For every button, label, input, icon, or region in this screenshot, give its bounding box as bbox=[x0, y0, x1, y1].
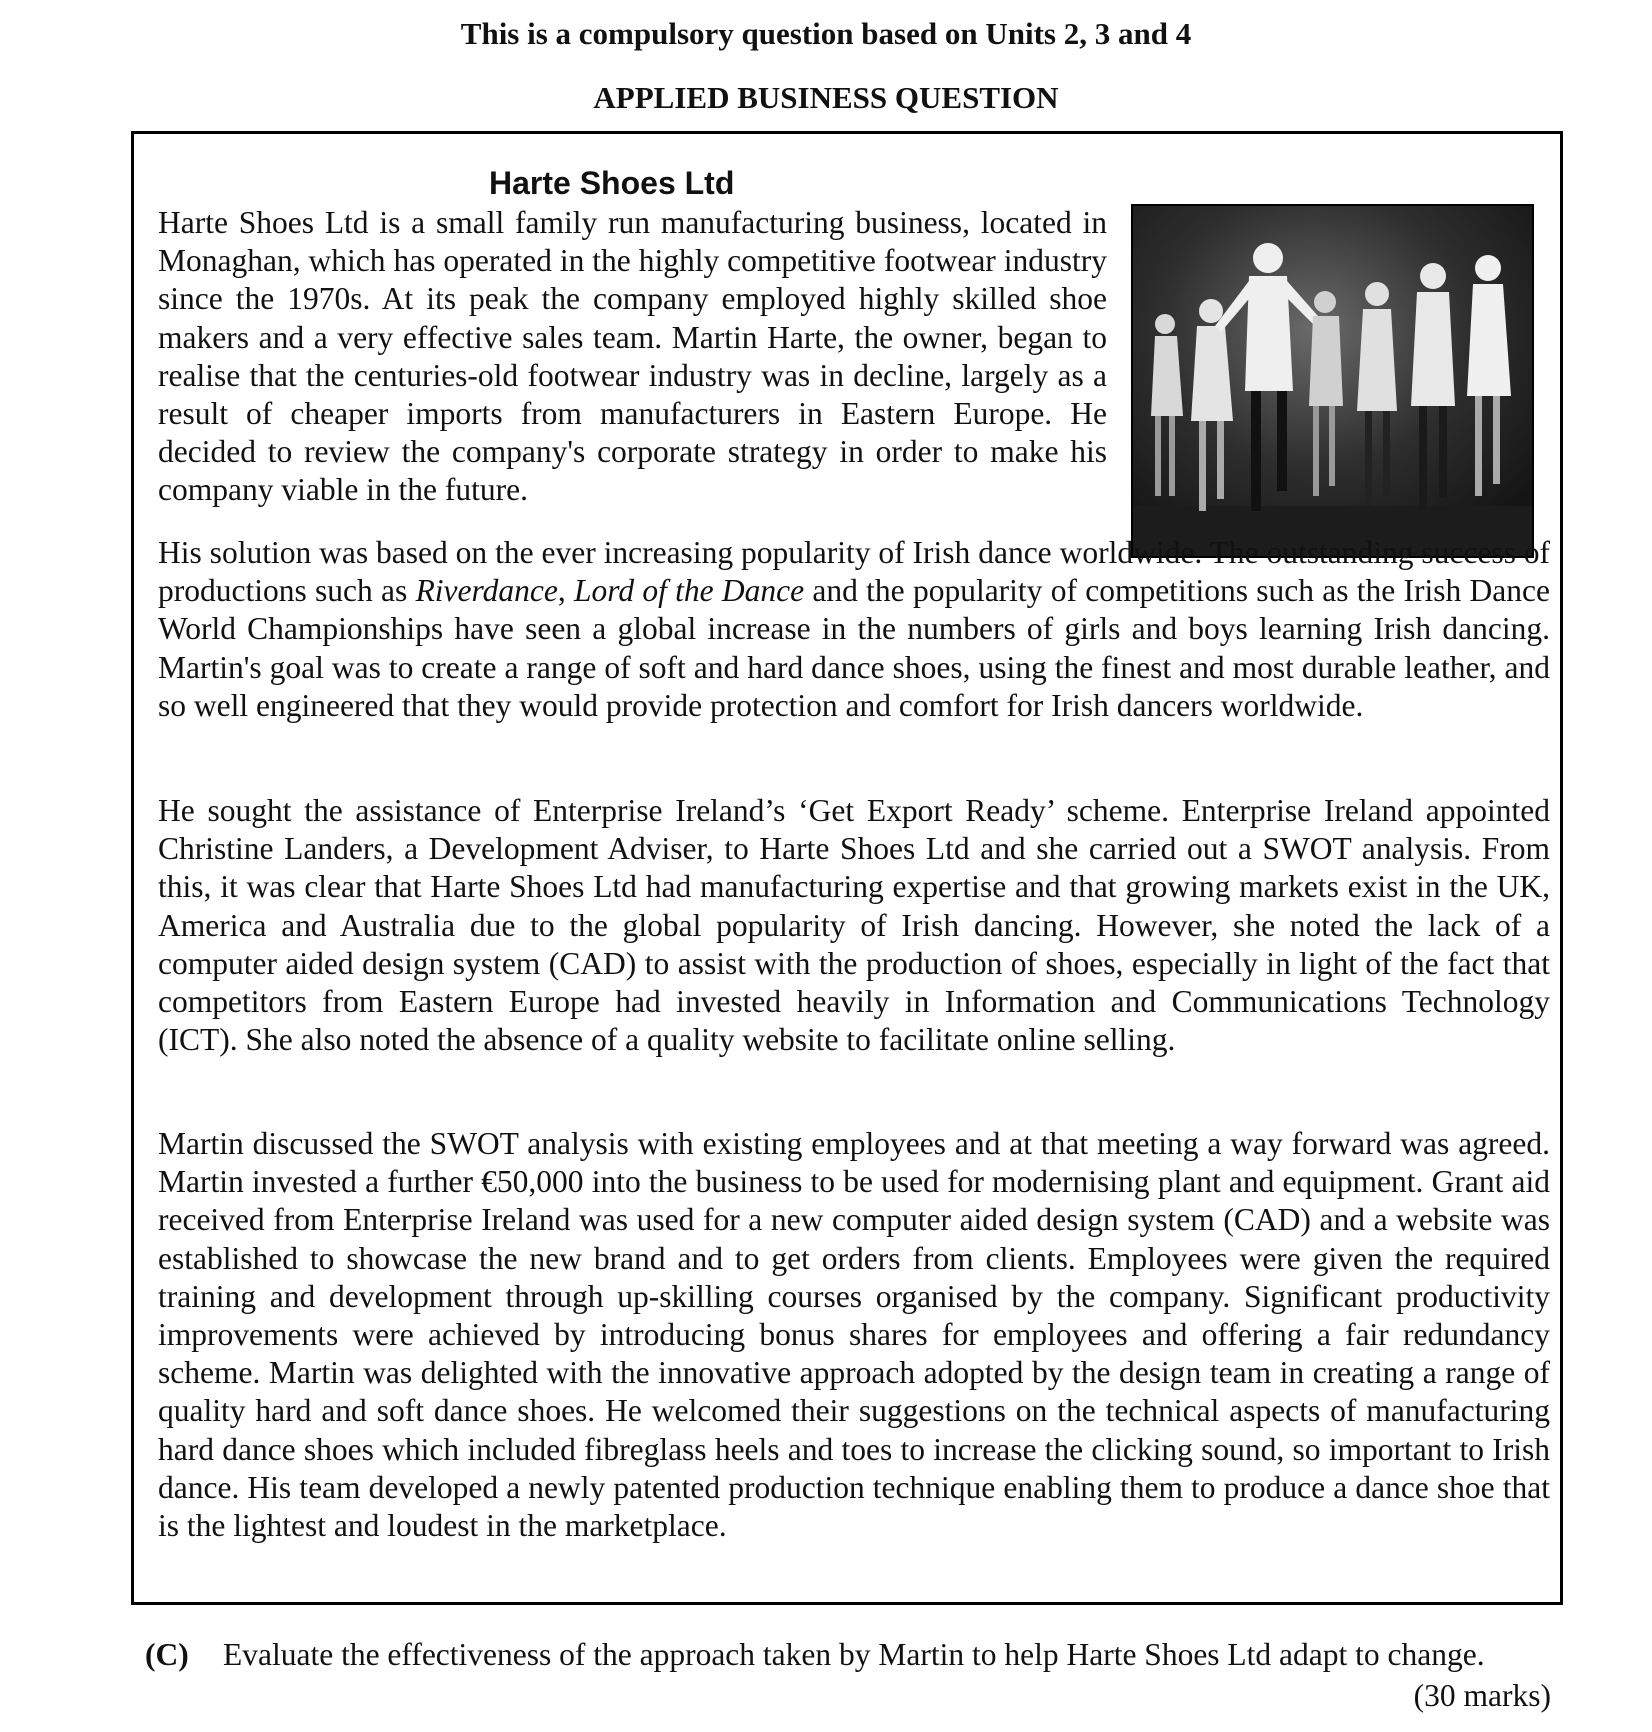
case-paragraph-4: Martin discussed the SWOT analysis with existing employees and at that meeting a way forward was agreed. Martin invested a further €50,000 into the business to be used for modernising plant and equipment. Grant aid received from Enterprise Ireland was used for a new computer aided design system (CAD) and a website was established to showcase the new brand and to get orders from clients. Employees were given the required training and development through up-skilling courses organised by the company. Significant productivity improvements were achieved by introducing bonus shares for employees and offering a fair redundancy scheme. Martin was delighted with the innovative approach adopted by the design team in creating a range of quality hard and soft dance shoes. He welcomed their suggestions on the technical aspects of manufacturing hard dance shoes which included fibreglass heels and toes to increase the clicking sound, so important to Irish dance. His team developed a newly patented production technique enabling them to produce a dance shoe that is the lightest and loudest in the marketplace. bbox=[158, 1126, 1550, 1544]
riverdance-title: Riverdance bbox=[415, 573, 558, 609]
paragraph-2-text-b: , bbox=[557, 573, 574, 609]
case-study-title: Harte Shoes Ltd bbox=[489, 165, 735, 201]
question-text: Evaluate the effectiveness of the approach taken by Martin to help Harte Shoes Ltd adapt to change. bbox=[223, 1637, 1485, 1672]
case-paragraph-3: He sought the assistance of Enterprise Ireland’s ‘Get Export Ready’ scheme. Enterprise Ireland appointed Christine Landers, a Development Adviser, to Harte Shoes Ltd and she carried out a SWOT analysis. From this, it was clear that Harte Shoes Ltd had manufacturing expertise and that growing markets exist in the UK, America and Australia due to the global popularity of Irish dancing. However, she noted the lack of a computer aided design system (CAD) to assist with the production of shoes, especially in light of the fact that competitors from Eastern Europe had invested heavily in Information and Communications Technology (ICT). She also noted the absence of a quality website to facilitate online selling. bbox=[158, 793, 1550, 1058]
lord-of-the-dance-title: Lord of the Dance bbox=[573, 573, 805, 609]
section-heading: APPLIED BUSINESS QUESTION bbox=[593, 80, 1059, 115]
question-marks: (30 marks) bbox=[1413, 1678, 1551, 1713]
case-study-box bbox=[131, 131, 1563, 1605]
question-label: (C) bbox=[145, 1637, 189, 1672]
paragraph-2-first-line: His solution was based on the ever increasing popularity of Irish dance bbox=[158, 535, 1052, 570]
question-c bbox=[145, 1636, 1551, 1674]
dancers-image bbox=[1133, 206, 1534, 558]
paragraph-2-text-c: and the popularity of competitions such as the Irish Dance World Championships have seen a global increase in the numbers of girls and boys learning Irish dancing. Martin's goal was to create a range of soft and hard dance shoes, using the finest and most durable leather, and so well engineered that they would provide protection and comfort for Irish dancers worldwide. bbox=[158, 573, 1550, 723]
compulsory-question-heading: This is a compulsory question based on Units 2, 3 and 4 bbox=[460, 16, 1192, 51]
case-paragraph-2 bbox=[158, 534, 1550, 725]
irish-dancers-photo bbox=[1131, 204, 1534, 558]
paragraph-2-text-a: worldwide. The outstanding success of productions such as bbox=[158, 535, 1551, 609]
case-paragraph-1: Harte Shoes Ltd is a small family run manufacturing business, located in Monaghan, which has operated in the highly competitive footwear industry since the 1970s. At its peak the company employed highly skilled shoe makers and a very effective sales team. Martin Harte, the owner, began to realise that the centuries-old footwear industry was in decline, largely as a result of cheaper imports from manufacturers in Eastern Europe. He decided to review the company's corporate strategy in order to make his company viable in the future. bbox=[158, 205, 1107, 508]
